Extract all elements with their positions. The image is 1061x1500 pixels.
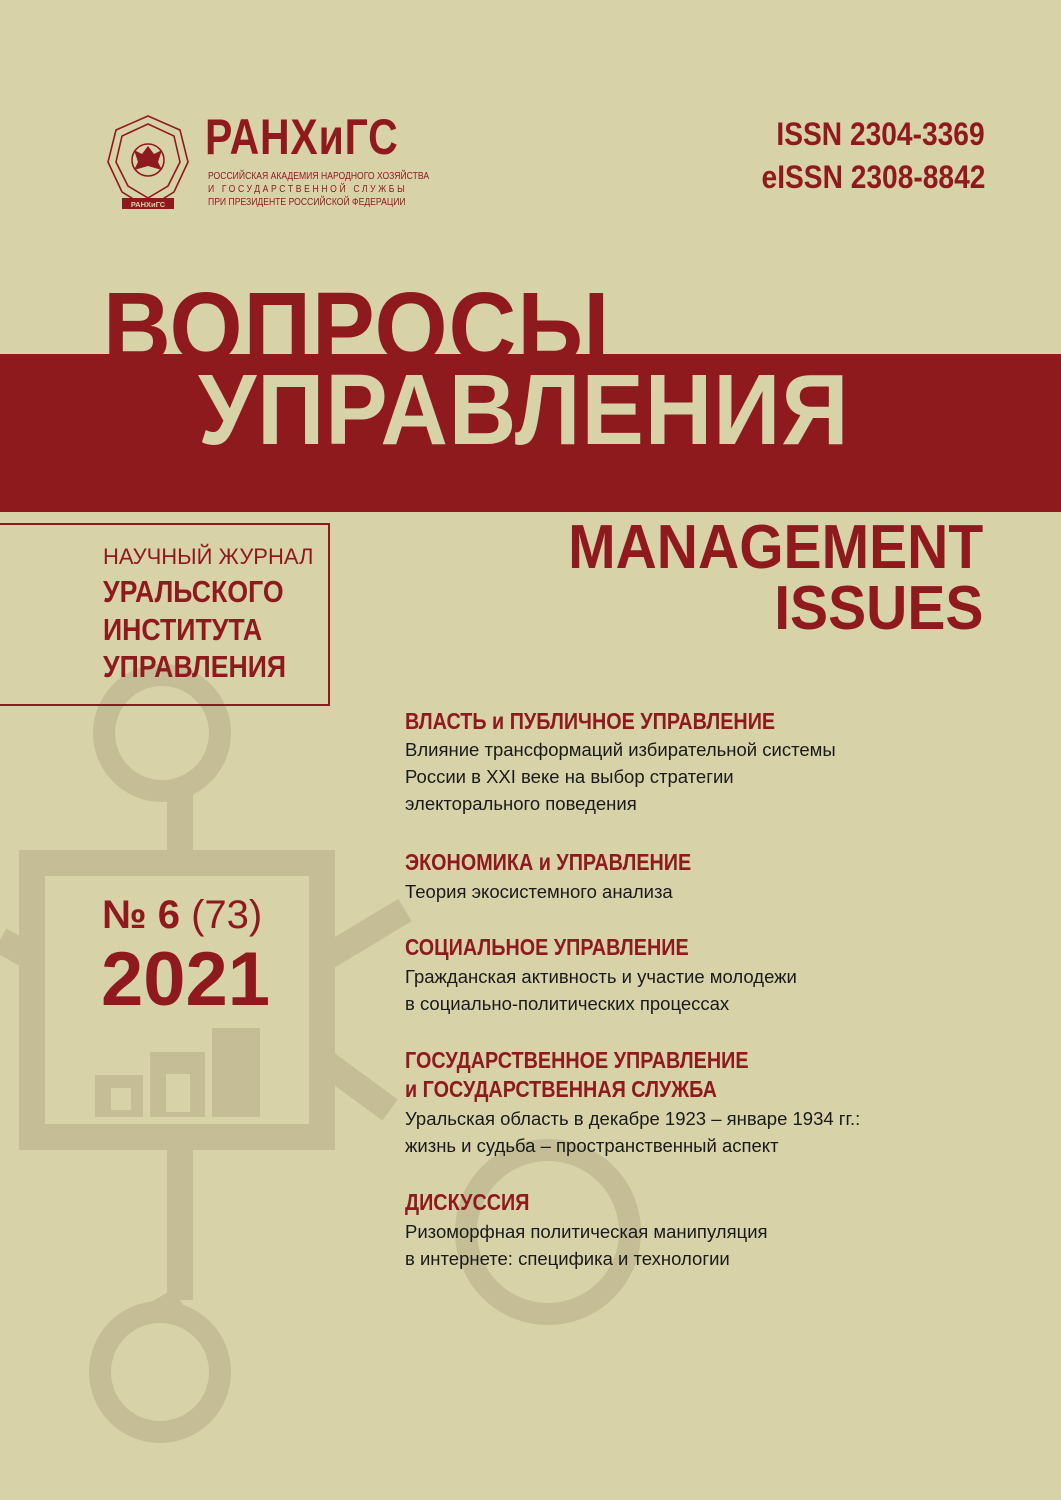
- article-title-2: Теория экосистемного анализа: [405, 881, 673, 902]
- title-en-line-2: ISSUES: [773, 574, 983, 643]
- title-ru-line-1: ВОПРОСЫ: [103, 272, 611, 384]
- section-heading-5: ДИСКУССИЯ: [405, 1189, 530, 1215]
- journal-line-2: ИНСТИТУТА: [103, 612, 263, 647]
- ranepa-seal-logo: [104, 112, 192, 216]
- section-heading-4-line-2: и ГОСУДАРСТВЕННАЯ СЛУЖБА: [405, 1076, 717, 1102]
- article-title-5: Ризоморфная политическая манипуляция в интернете: специфика и технологии: [405, 1221, 768, 1269]
- section-heading-2: ЭКОНОМИКА и УПРАВЛЕНИЕ: [405, 849, 692, 875]
- issn-print: ISSN 2304-3369: [776, 116, 985, 152]
- issue-total-number: (73): [191, 893, 263, 937]
- title-en-line-1: MANAGEMENT: [567, 513, 983, 582]
- section-heading-4-line-1: ГОСУДАРСТВЕННОЕ УПРАВЛЕНИЕ: [405, 1047, 749, 1073]
- journal-label: НАУЧНЫЙ ЖУРНАЛ: [103, 544, 314, 569]
- issue-number-value: № 6: [102, 893, 180, 937]
- org-subtitle-line-3: ПРИ ПРЕЗИДЕНТЕ РОССИЙСКОЙ ФЕДЕРАЦИИ: [208, 196, 406, 208]
- org-name: РАНХиГС: [205, 109, 399, 165]
- section-heading-1: ВЛАСТЬ и ПУБЛИЧНОЕ УПРАВЛЕНИЕ: [405, 708, 776, 734]
- org-subtitle-line-2: И ГОСУДАРСТВЕННОЙ СЛУЖБЫ: [208, 183, 408, 195]
- org-subtitle-line-1: РОССИЙСКАЯ АКАДЕМИЯ НАРОДНОГО ХОЗЯЙСТВА: [208, 170, 430, 182]
- section-heading-3: СОЦИАЛЬНОЕ УПРАВЛЕНИЕ: [405, 934, 689, 960]
- article-title-4: Уральская область в декабре 1923 – январе 1934 гг.: жизнь и судьба – пространственный аспект: [405, 1108, 861, 1156]
- journal-line-1: УРАЛЬСКОГО: [103, 574, 284, 609]
- issue-year: 2021: [101, 937, 271, 1022]
- article-title-1: Влияние трансформаций избирательной системы России в XXI веке на выбор стратегии электорального поведения: [405, 739, 836, 814]
- issn-electronic: eISSN 2308-8842: [761, 159, 985, 195]
- issue-number: [102, 895, 262, 935]
- title-ru-line-2: УПРАВЛЕНИЯ: [198, 354, 850, 466]
- journal-line-3: УПРАВЛЕНИЯ: [103, 649, 287, 684]
- seal-banner-text: РАНХиГС: [130, 200, 166, 209]
- article-title-3: Гражданская активность и участие молодежи в социально-политических процессах: [405, 966, 797, 1014]
